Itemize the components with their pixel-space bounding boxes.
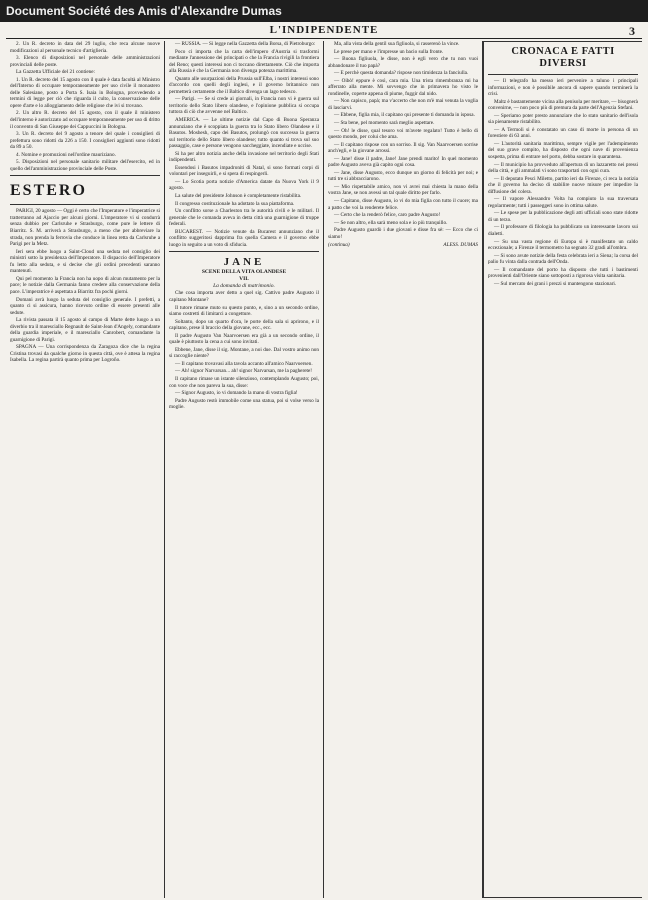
paragraph: — Il telegrafo ha messo ieri pervenire a taluno i principali informazioni, e non è possibile ancora di sapere quando terminerà la crisi. xyxy=(488,78,638,98)
masthead: L'INDIPENDENTE xyxy=(269,24,379,36)
paragraph: Padre Augusto restò immobile come una statua, poi si volse verso la moglie. xyxy=(169,397,319,411)
paragraph: — Ah! signor Narvarsan... ah! signor Narvarsan, me la pagherete! xyxy=(175,368,312,375)
paragraph: La rivista passata il 15 agosto al campo di Marte dette luogo a un diverbio tra il maresciallo Regnault de Saint-Jean d'Angely, comandante della guardia imperiale, e il maresciallo Canrobert, comandante la guarnigione di Parigi. xyxy=(10,317,160,343)
paragraph: — Se non altro, ella sarà meno sola e io più tranquillo. xyxy=(334,219,448,226)
paragraph: 5. Disposizioni nel personale sanitario militare dell'esercito, ed in quello dell'amministrazione provinciale delle Poste. xyxy=(10,159,160,172)
paragraph: Un conflitto sorse a Charleston tra le autorità civili e le militari. Il generale che le comanda aveva in detta città una guarnigione di truppe federali. xyxy=(169,208,319,228)
feuilleton-subtitle: SCENE DELLA VITA OLANDESE xyxy=(201,269,287,276)
paragraph: — Oibò! eppure è così, cara mia. Una trista rimembranza mi ha afferrato alla mente. Mi sovvengo che in primavera ho visto le rondinelle, coperte appena di piume, fuggir dal nido. xyxy=(328,77,478,97)
cronaca-heading: CRONACA E FATTI DIVERSI xyxy=(511,46,615,69)
paragraph: SPAGNA — Una corrispondenza da Zaragoza dice che la regina Cristina trovasi da qualche giorno in questa città, ove è attesa la regina Isabella. La regina partirà quanto prima per Logroño. xyxy=(10,344,160,364)
divider xyxy=(10,175,160,176)
paragraph: Padre Augusto guardò i due giovani e disse fra sè: — Ecco che ci siamo! xyxy=(328,227,478,240)
paragraph: AMERICA. — Le ultime notizie dal Capo di Buona Speranza annunziano che è scoppiata la guerra tra lo Stato libero Olandese e il Basutos. Moshesh, capo dei Basutos, prolungò con successo la guerra sul territorio dello Stato libero olandese; tutto quanto si trova sul suo passaggio, case e persone vengono saccheggiate, incendiate e uccise. xyxy=(169,117,319,150)
paragraph: — Il capitano trovavasi alla tavola accanto all'amico Naarvoersen. xyxy=(175,360,313,367)
col2-paragraphs-2 xyxy=(169,290,319,410)
columns xyxy=(6,41,642,898)
paragraph: — Signor Augusto, io vi domando la mano di vostra figlia! xyxy=(175,390,298,397)
paragraph: 4. Nomine e promozioni nell'ordine mauriziano. xyxy=(16,151,116,158)
column-4 xyxy=(483,41,642,898)
paragraph: — Su una vasta regione di Europa si è manifestato un caldo eccezionale; a Firenze il termometro ha segnato 32 gradi all'ombra. xyxy=(488,238,638,252)
author-signature: ALESS. DUMAS xyxy=(443,242,478,249)
paragraph: — Lo Scotia porta notizie d'America datate da Nuova York il 9 agosto. xyxy=(169,178,319,192)
paragraph: — RUSSIA. — Si legge nella Gazzetta della Borsa, di Pietroburgo: xyxy=(175,41,316,47)
paragraph: — Il municipio ha provveduto all'apertura di un lazzaretto nei pressi della città, e gli ammalati vi sono trasportati con ogni cura. xyxy=(488,161,638,175)
paragraph: Il tutore rimane muto su questo punto, e, sino a un secondo ordine, siamo costretti di limitarci a congetture. xyxy=(169,304,319,318)
paragraph: Domani avrà luogo la seduta del consiglio generale. I prefetti, a quanto ci si assicura, hanno ricevuto ordine di essere presenti alle sedute. xyxy=(10,296,160,316)
paragraph: La Gazzetta Ufficiale del 21 contiene: xyxy=(16,69,95,76)
paragraph: — Il deputato Pesci Miletto, partito ieri da Firenze, ci reca la notizia che il governo ha deciso di stabilire nuove misure per impedire la diffusione del colera. xyxy=(488,175,638,195)
paragraph: Il congresso costituzionale ha adottato la sua piattaforma. xyxy=(175,200,295,207)
paragraph: — L'autorità sanitaria marittima, sempre vigile per l'adempimento del suo grave compito, ha disposto che ogni nave di provenienza sospetta, prima di entrare nel porto, debba sostare in quarantena. xyxy=(488,140,638,161)
paragraph: 3. Un R. decreto del 9 agosto a tenore del quale i consiglieri di prefettura sono ridotti da 226 a 150. I consiglieri aggiunti sono ridotti da 89 a 50. xyxy=(10,131,160,151)
col2-paragraphs xyxy=(169,41,319,248)
paragraph: — Capitano, disse Augusto, io vi do mia figlia con tutto il cuore; ma a patto che voi la renderete felice. xyxy=(328,198,478,211)
col3-paragraphs xyxy=(328,41,478,240)
paragraph: — Jane! disse il padre, Jane! Jane prendi marito! In quel momento padre Augusto aveva già capito ogni cosa. xyxy=(328,155,478,169)
col4-paragraphs xyxy=(488,78,638,287)
column-2 xyxy=(165,41,324,898)
paragraph: Le prese per mano e l'impresse un bacio sulla fronte. xyxy=(334,48,444,55)
divider xyxy=(488,74,638,75)
col1-paragraphs-2 xyxy=(10,208,160,364)
header-rule xyxy=(6,38,642,39)
paragraph: — Le spese per la pubblicazione degli atti ufficiali sono state ridotte di un terzo. xyxy=(488,210,638,223)
paragraph: — Sta bene, pel momento sarà meglio aspettare. xyxy=(334,120,435,127)
column-3 xyxy=(324,41,483,898)
paragraph: 2. Un R. decreto in data del 29 luglio, che reca alcune nuove modificazioni al personale tecnico d'artiglieria. xyxy=(10,41,160,54)
paragraph: — Il vapore Alessandro Volta ha compiuto la sua traversata regolarmente; tutti i passeggeri sono in ottima salute. xyxy=(488,196,638,209)
paragraph: — Mio rispettabile amico, non vi avrei mai chiesta la mano della vostra Jane, se non avessi un tal quale diritto per farlo. xyxy=(328,183,478,197)
paragraph: Si ha per altro notizia anche della invasione nel territorio degli Stati indipendenti. xyxy=(169,150,319,164)
paragraph: — Speriamo poter presto annunziare che lo stato sanitario dell'isola sia pienamente ristabilito. xyxy=(488,112,638,126)
paragraph: BUCAREST. — Notizie venute da Bucarest annunziano che il conflitto suggeritosi dapprima fra quella Camera e il governo ebbe luogo in seguito a un voto di sfiducia. xyxy=(169,228,319,248)
paragraph: — Si sono avute notizie della festa celebrata ieri a Siena; la corsa del palio fu vinta dalla contrada dell'Onda. xyxy=(488,252,638,266)
paragraph: — Il professore di filologia ha pubblicato un interessante lavoro sui dialetti. xyxy=(488,224,638,238)
paragraph: — Certo che la renderò felice, caro padre Augusto! xyxy=(334,212,441,219)
signature-line xyxy=(328,242,478,249)
col1-paragraphs xyxy=(10,41,160,172)
paragraph: Soltanto, dopo un quarto d'ora, le porte della sala si aprirono, e il capitano, prese il braccio della giovane, ecc., ecc. xyxy=(169,318,319,332)
paragraph: La salute del presidente Johnson è completamente ristabilita. xyxy=(175,193,302,200)
paragraph: — Jane, disse Augusto, ecco dunque un giorno di felicità per noi; e tutti tre si abbracciarono. xyxy=(328,169,478,183)
page-number: 3 xyxy=(629,24,636,38)
window-title: Document Société des Amis d'Alexandre Dumas xyxy=(6,4,282,18)
continua-label: (continua) xyxy=(328,242,350,249)
divider xyxy=(169,251,319,252)
feuilleton-title: JANE xyxy=(223,256,265,269)
divider xyxy=(10,204,160,205)
paragraph: 3. Elenco di disposizioni nel personale delle amministrazioni provinciali delle poste. xyxy=(10,55,160,68)
paragraph: Poco ci importa che la carta dell'impero d'Austria si trasformi mediante l'annessione dei principati o che la Francia rivigili la frontiera del Reno; questi interessi non ci toccano direttamente. Ciò che importa alla Russia è che la Germania non divenga potenza marittima. xyxy=(169,48,319,75)
paragraph: — E perchè questa domanda? rispose non timidezza la fanciulla. xyxy=(334,70,469,77)
paragraph: — Parigi. — Se si crede ai giornali, in Francia non vi è guerra sul territorio dello Stato libero olandese, e l'opinione pubblica si occupa tuttora di ciò che avvenne nel Baltico. xyxy=(169,96,319,116)
paragraph: Quanto alle usurpazioni della Prussia sull'Elba, i nostri interessi sono d'accordo con quelli degli inglesi, e il governo britannico non permetterà certamente che il Baltico divenga un lago tedesco. xyxy=(169,75,319,95)
paragraph: — Il capitano rispose con un sorriso. Il sig. Van Naarvoersen sorrise anch'egli, e la giovane arrossì. xyxy=(328,141,478,155)
chapter-title: La domanda di matrimonio. xyxy=(213,283,275,290)
paragraph: Che cosa importa aver detto a quel sig. Cattivo padre Augusto il capitano Montane? xyxy=(169,290,319,303)
section-heading-estero: ESTERO xyxy=(10,182,87,200)
paragraph: — Il comandante del porto ha disposto che tutti i bastimenti provenienti dall'Oriente siano sottoposti a rigorosa visita sanitaria. xyxy=(488,266,638,280)
chapter-number: VII. xyxy=(239,276,249,283)
paragraph: PARIGI, 20 agosto — Oggi è certo che l'Imperatore e l'imperatrice si tratterranno ad Ajaccio per alcuni giorni. L'imperatore vi si condurrà senza dubbio per Carlsruhe e Strasburgo, come pure le lettere di Biarritz. S. M. arriverà a Strasburgo, a meno che per abbreviare la strada, non prenda la ferrovia che conduce in linea retta da Carlsruhe a Parigi per la Metz. xyxy=(10,208,160,248)
viewer-toolbar xyxy=(0,0,648,22)
paragraph: — Ebbene, figlia mia, il capitano qui presente ti domanda in isposa. xyxy=(334,112,475,119)
paragraph: 2. Un altro R. decreto del 15 agosto, con il quale il ministero dell'interno è autorizzato ad occupare temporaneamente per uso di dritto il convento di San Giuseppe dei Cappuccini in Bologna. xyxy=(10,110,161,130)
paragraph: Ieri sera ebbe luogo a Saint-Cloud una seduta nel consiglio dei ministri sotto la presidenza dell'Imperatore. Il dispaccio dell'Imperatore fu letto alla seduta, e si decise che gli ordini precedenti saranno mantenuti. xyxy=(10,248,160,275)
running-header xyxy=(0,24,648,38)
paragraph: Maltz è bastantemente vicina alla penisola per meritare, — bisognerà convenirne, — non poco più di premura da parte dell'Agenzia Stefani. xyxy=(488,98,638,112)
paragraph: Il padre Augusto Van Naarvoersen era già a un secondo ordine, il quale è piuttosto la cena a cui sono invitati. xyxy=(169,332,319,346)
paragraph: Il capitano rimase un istante silenzioso, contemplando Augusto; poi, con voce che non pareva la sua, disse: xyxy=(169,375,319,389)
paragraph: Qui pel momento la Francia non ha uopo di alcun mutamento per la pace; le notizie dalla Germania fanno credere alla conservazione della pace. L'imperatrice è aspettata a Biarritz fra pochi giorni. xyxy=(10,275,160,295)
paragraph: — Oh! le disse, qual tesoro voi m'avete regalato! Tutto è bello di questo mondo, per colui che ama. xyxy=(328,127,478,141)
paragraph: Essendosi i Basutos impadroniti di Natal, si sono formati corpi di volontari per inseguirli, e si spera di respingerli. xyxy=(169,164,319,178)
paragraph: — Sul mercato dei grani i prezzi si mantengono stazionari. xyxy=(494,280,617,287)
newspaper-page xyxy=(0,22,648,900)
paragraph: Ma, alla vista della gentil sua figliuola, si rasserenò la vince. xyxy=(334,41,460,47)
paragraph: Ebbene, Jane, disse il sig. Montane, a noi due. Dal vostro animo non si raccoglie niente? xyxy=(169,346,319,360)
paragraph: — Buona figliuola, le disse, non è egli vero che tu non vuoi abbandonare il tuo papà? xyxy=(328,56,478,69)
paragraph: 1. Un R. decreto del 15 agosto con il quale è data facoltà al Ministro dell'Interno di occupare temporaneamente per uso civile il monastero delle Salesiane, posto a Porta S. Isaia in Bologna, provvedendo a termini di legge per ciò che riguarda il culto, la conservazione delle opere d'arte e lo alloggiamento delle religiose che ivi si trovano. xyxy=(10,76,160,109)
paragraph: — A Termoli si è constatato un caso di morte in persona di un forestiere di 63 anni. xyxy=(488,126,638,140)
column-1 xyxy=(6,41,165,898)
paragraph: — Non capisco, papà; ma v'accerto che non m'è mai venuta la voglia di lasciarvi. xyxy=(328,98,478,111)
